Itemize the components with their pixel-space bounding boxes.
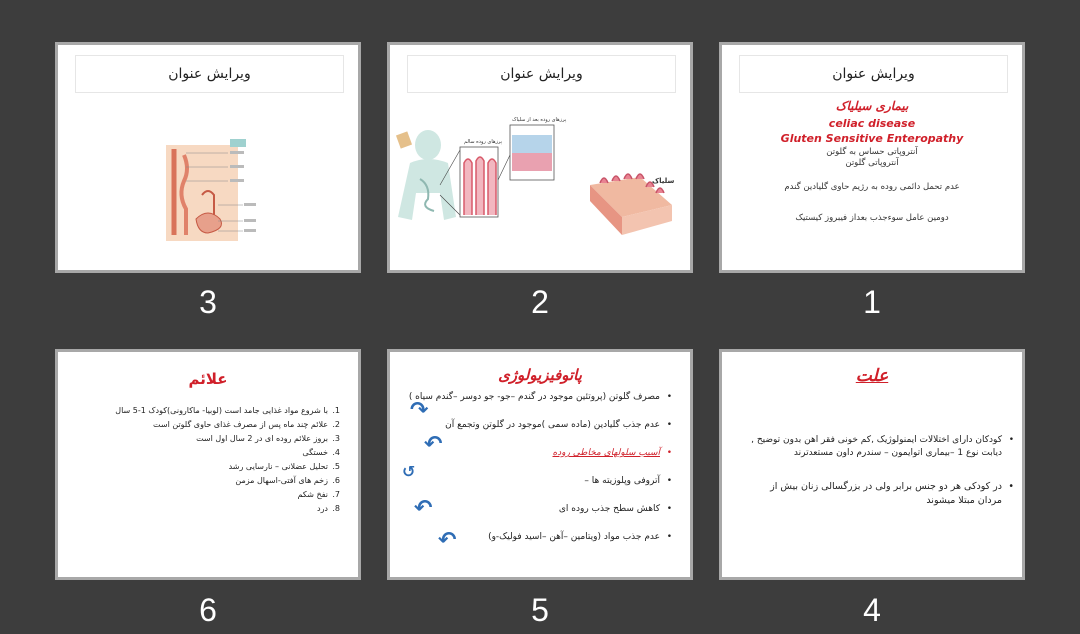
villi-healthy-label: پرزهای روده سالم (464, 139, 503, 145)
slide-bullet-highlight: • آسیب سلولهای مخاطی روده (400, 448, 660, 458)
list-item: 8. درد (317, 504, 340, 513)
list-item: 7. نفخ شکم (297, 490, 340, 499)
slide-bullet: • کاهش سطح جذب روده ای (400, 504, 660, 514)
slide-thumbnail-4[interactable] (719, 349, 1025, 580)
list-item: 2. علائم چند ماه پس از مصرف غذای حاوی گلوتن است (153, 420, 340, 429)
slide-number-3: 3 (199, 284, 217, 320)
villi-damaged-label: پرزهای روده بعد از سلیاک (512, 117, 567, 123)
curved-arrow-icon: ↶ (424, 432, 443, 457)
slide-bullet: • کودکان دارای اختلالات ایمنولوژیک ,کم خونی فقر اهن بدون توضیح , دیابت نوع 1 –بیماری اتوایمون – سندرم داون مستعدترند (744, 434, 1002, 460)
digestive-system-illustration (58, 95, 358, 273)
slide-bullet: • در کودکی هر دو جنس برابر ولی در بزرگسالی زنان بیش از مردان مبتلا میشوند (744, 480, 1002, 508)
slide-number-4: 4 (863, 592, 881, 628)
slide-number-5: 5 (531, 592, 549, 628)
symptoms-list (70, 404, 340, 516)
slide-title: ویرایش عنوان (407, 55, 676, 93)
slide-heading: علائم (188, 370, 228, 388)
slide-bullet: • مصرف گلوتن (پروتئین موجود در گندم –جو- جو دوسر –گندم سیاه ) (400, 392, 660, 402)
slide-text-line-2: دومین عامل سوءجذب بعداز فیبروز کیستیک (795, 213, 949, 223)
slide-subtitle: آنتروپاتی حساس به گلوتن (826, 147, 918, 157)
slide-heading-fa: بیماری سیلیاک (835, 99, 909, 113)
slide-bullet: • عدم جذب مواد (ویتامین –آهن –اسید فولیک-و) (400, 532, 660, 542)
list-item: 6. زخم های آفتی-اسهال مزمن (235, 476, 340, 485)
anatomy-illustration (390, 95, 690, 273)
slide-number-1: 1 (863, 284, 881, 320)
slide-bullet: • عدم جذب گلیادین (ماده سمی )موجود در گلوتن وتجمع آن (400, 420, 660, 430)
slide-number-2: 2 (531, 284, 549, 320)
slide-text-line: عدم تحمل دائمی روده به رژیم حاوی گلیادین گندم (784, 182, 960, 192)
slide-heading-en-2: Gluten Sensitive Enteropathy (780, 132, 964, 145)
slide-title: ویرایش عنوان (75, 55, 344, 93)
slide-title: ویرایش عنوان (739, 55, 1008, 93)
slide-heading-en: celiac disease (828, 117, 916, 130)
list-item: 1. با شروع مواد غذایی جامد است (لوبیا- ماکارونی)کودک 1-5 سال (115, 406, 340, 415)
slide-heading: علت (855, 366, 889, 386)
slide-heading: پاتوفیزیولوژی (498, 366, 582, 384)
slide-bullet: • آتروفی وپلوزیته ها – (400, 476, 660, 486)
list-item: 5. تحلیل عضلانی – نارسایی رشد (228, 462, 340, 471)
curved-arrow-icon: ↶ (438, 528, 457, 553)
curved-arrow-icon: ↺ (402, 462, 416, 481)
slide-number-6: 6 (199, 592, 217, 628)
list-item: 4. خستگی (302, 448, 340, 457)
slide-thumbnail-3[interactable] (55, 42, 361, 273)
celiac-label: سلیاک (652, 177, 675, 185)
curved-arrow-icon: ↶ (414, 496, 433, 521)
curved-arrow-icon: ↷ (410, 398, 429, 423)
slide-thumbnail-1[interactable] (719, 42, 1025, 273)
slide-thumbnail-5[interactable] (387, 349, 693, 580)
slide-subtitle-2: آنتروپاتی گلوتن (845, 158, 899, 168)
list-item: 3. بروز علائم روده ای در 2 سال اول است (196, 434, 340, 443)
slide-thumbnail-6[interactable] (55, 349, 361, 580)
slide-thumbnail-2[interactable] (387, 42, 693, 273)
